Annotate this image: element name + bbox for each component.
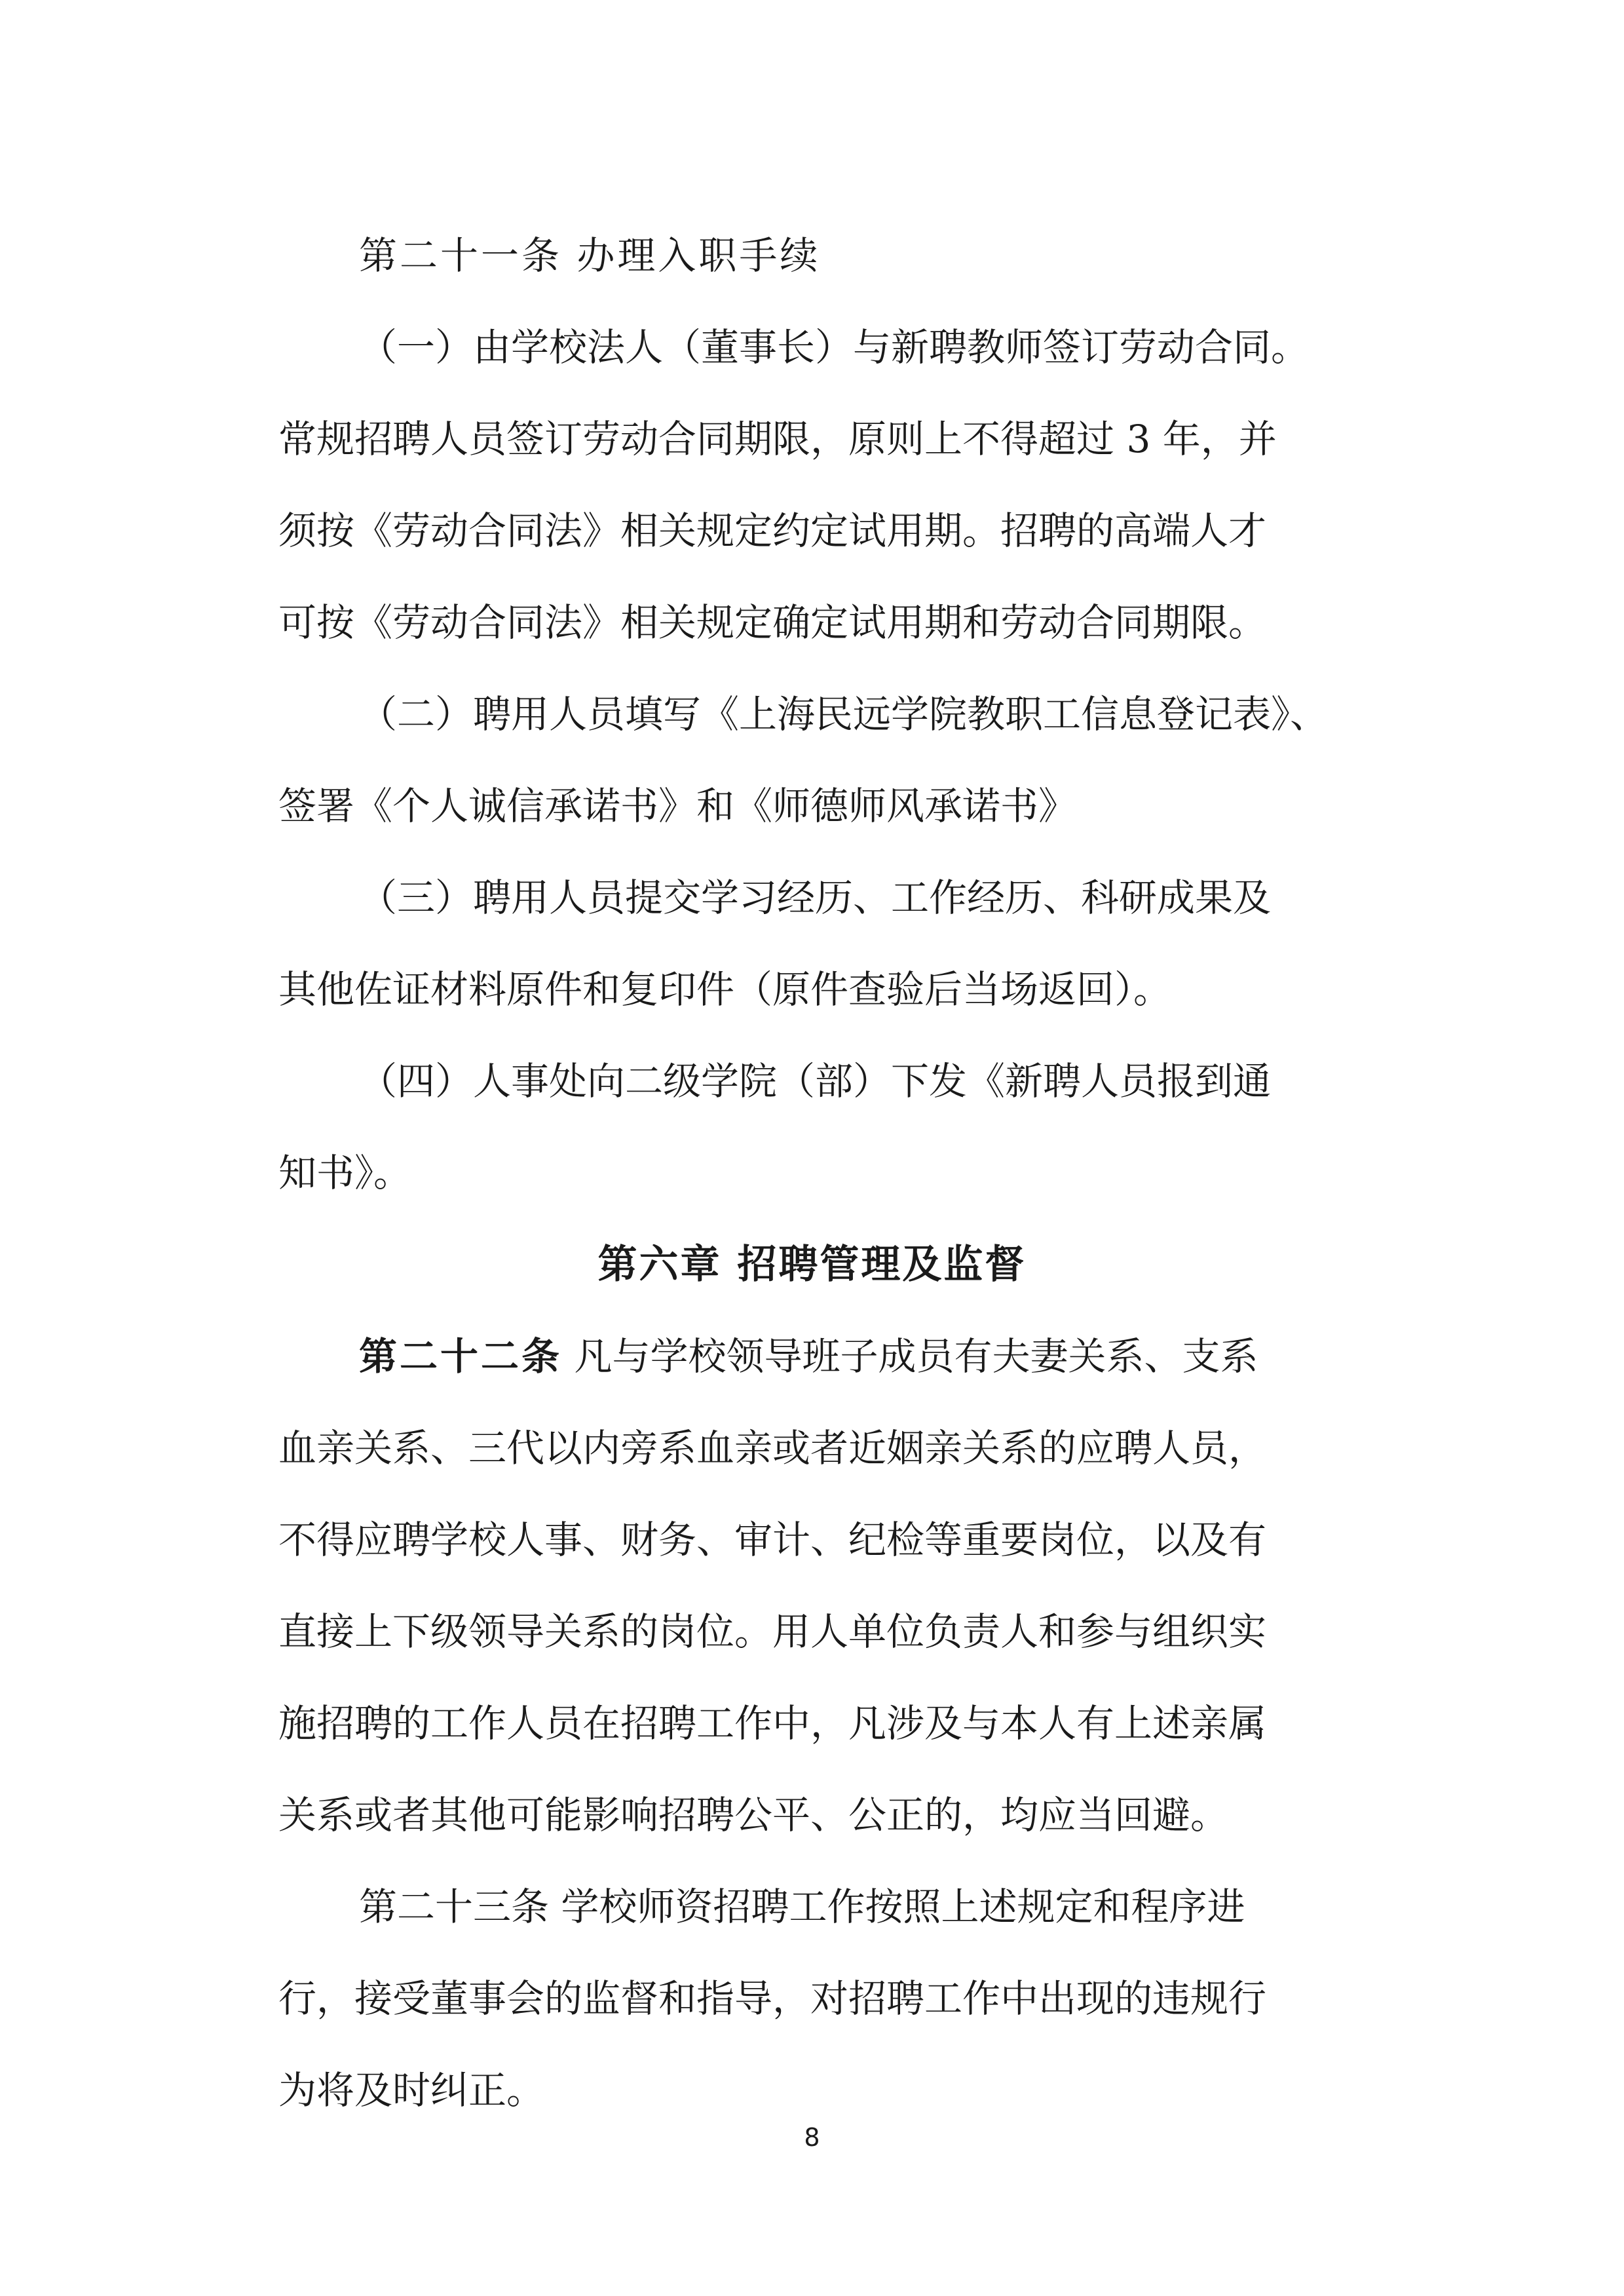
article-21-item-1-line-4: 可按《劳动合同法》相关规定确定试用期和劳动合同期限。 xyxy=(278,600,1267,645)
article-22-line-5: 施招聘的工作人员在招聘工作中，凡涉及与本人有上述亲属 xyxy=(278,1701,1267,1746)
page-number: 8 xyxy=(804,2123,820,2152)
article-23-line-3: 为将及时纠正。 xyxy=(278,2068,545,2113)
article-21-item-1-line-2: 常规招聘人员签订劳动合同期限，原则上不得超过 3 年，并 xyxy=(278,417,1277,461)
article-23-line-2: 行，接受董事会的监督和指导，对招聘工作中出现的违规行 xyxy=(278,1976,1267,2021)
article-21-item-4-line-1: （四）人事处向二级学院（部）下发《新聘人员报到通 xyxy=(359,1059,1272,1103)
article-21-item-3-line-2: 其他佐证材料原件和复印件（原件查验后当场返回）。 xyxy=(278,967,1172,1012)
article-21-item-4-line-2: 知书》。 xyxy=(278,1151,412,1195)
article-22-label: 第二十二条 xyxy=(359,1334,563,1379)
article-21-item-1-line-1: （一）由学校法人（董事长）与新聘教师签订劳动合同。 xyxy=(359,325,1310,370)
article-22-line-1 xyxy=(359,1333,1258,1379)
article-22-line-2: 血亲关系、三代以内旁系血亲或者近姻亲关系的应聘人员， xyxy=(278,1426,1267,1470)
article-21-item-3-line-1: （三）聘用人员提交学习经历、工作经历、科研成果及 xyxy=(359,875,1272,920)
article-23-line-1: 第二十三条 学校师资招聘工作按照上述规定和程序进 xyxy=(359,1885,1245,1929)
article-22-line-1-text: 凡与学校领导班子成员有夫妻关系、支系 xyxy=(562,1334,1258,1379)
article-21-item-2-line-2: 签署《个人诚信承诺书》和《师德师风承诺书》 xyxy=(278,784,1077,828)
article-22-line-3: 不得应聘学校人事、财务、审计、纪检等重要岗位，以及有 xyxy=(278,1518,1267,1562)
article-21-item-2-line-1: （二）聘用人员填写《上海民远学院教职工信息登记表》、 xyxy=(359,692,1329,737)
article-21-heading: 第二十一条 办理入职手续 xyxy=(359,233,821,278)
article-22-line-6: 关系或者其他可能影响招聘公平、公正的，均应当回避。 xyxy=(278,1793,1229,1837)
article-22-line-4: 直接上下级领导关系的岗位。用人单位负责人和参与组织实 xyxy=(278,1609,1267,1654)
chapter-6-title: 第六章 招聘管理及监督 xyxy=(597,1242,1027,1288)
article-21-item-1-line-3: 须按《劳动合同法》相关规定约定试用期。招聘的高端人才 xyxy=(278,508,1267,553)
